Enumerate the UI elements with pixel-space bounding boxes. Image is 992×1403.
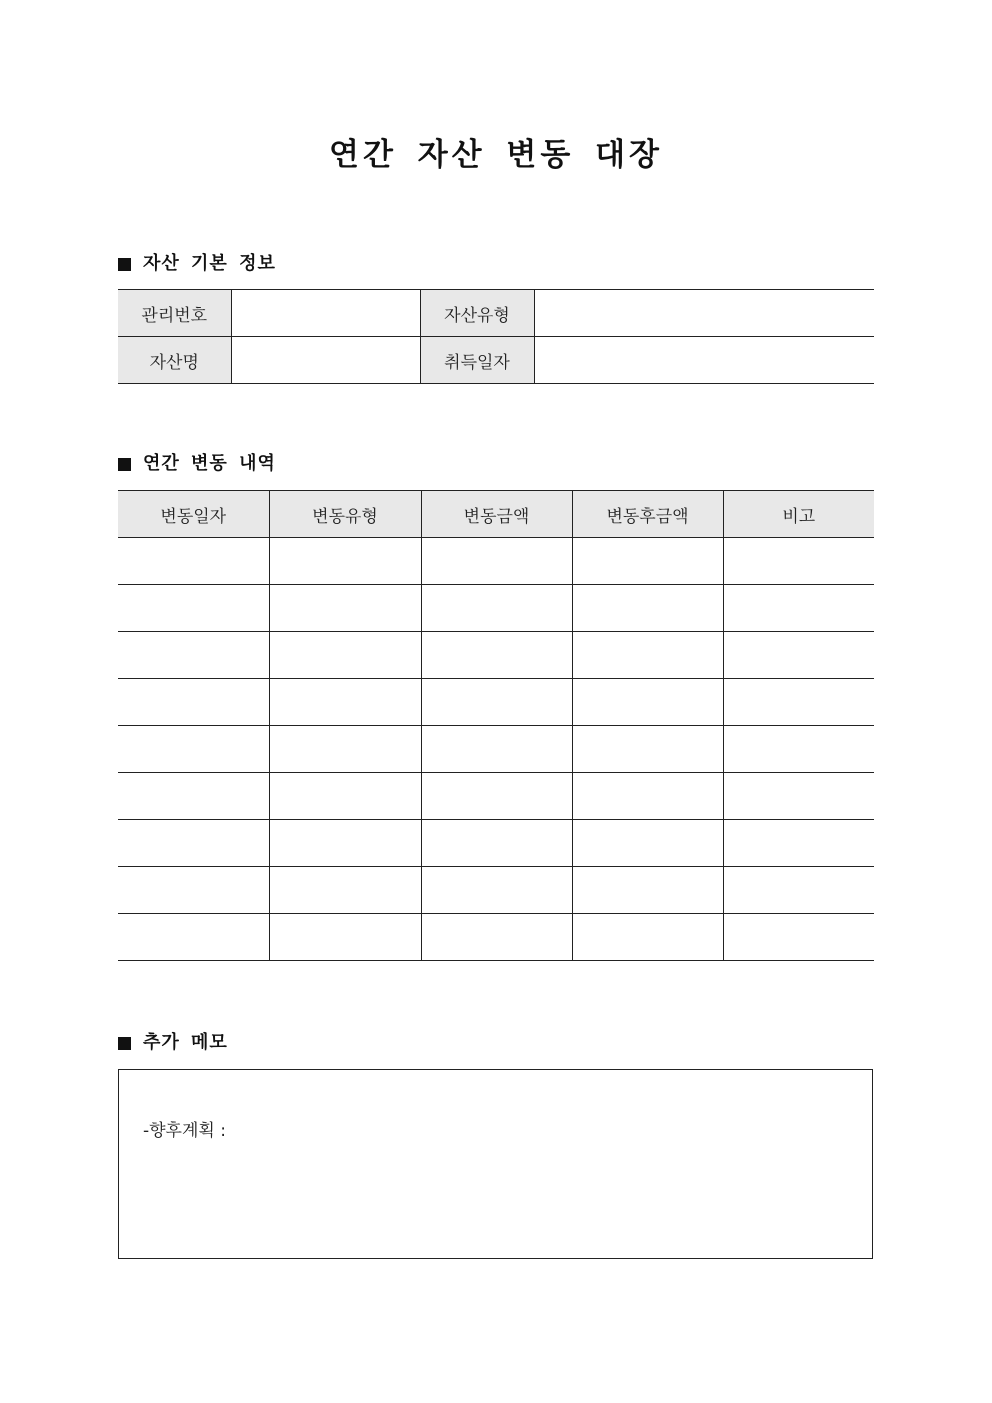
page-title: 연간 자산 변동 대장 — [329, 137, 663, 173]
table-cell[interactable] — [723, 679, 874, 726]
table-row — [118, 290, 874, 337]
section-heading-history — [118, 452, 276, 476]
table-cell[interactable] — [572, 538, 723, 585]
table-row — [118, 538, 874, 585]
section-heading-label: 자산 기본 정보 — [143, 253, 276, 274]
table-cell[interactable] — [269, 632, 421, 679]
table-row — [118, 867, 874, 914]
table-cell[interactable] — [269, 867, 421, 914]
table-cell[interactable] — [118, 632, 269, 679]
column-header-amount-after: 변동후금액 — [572, 491, 723, 538]
section-heading-label: 연간 변동 내역 — [143, 453, 276, 474]
table-cell[interactable] — [118, 867, 269, 914]
table-row — [118, 773, 874, 820]
table-cell[interactable] — [421, 538, 572, 585]
asset-name-field[interactable] — [231, 337, 420, 384]
table-row — [118, 914, 874, 961]
table-cell[interactable] — [118, 726, 269, 773]
table-cell[interactable] — [118, 820, 269, 867]
table-cell[interactable] — [421, 726, 572, 773]
section-heading-basic-info — [118, 252, 276, 276]
table-row — [118, 726, 874, 773]
column-header-change-type: 변동유형 — [269, 491, 421, 538]
square-bullet-icon — [118, 258, 131, 271]
table-cell[interactable] — [421, 773, 572, 820]
table-cell[interactable] — [723, 867, 874, 914]
table-header-row — [118, 491, 874, 538]
label-cell-asset-name: 자산명 — [118, 337, 231, 384]
management-number-field[interactable] — [231, 290, 420, 337]
table-cell[interactable] — [421, 585, 572, 632]
table-row — [118, 585, 874, 632]
table-row — [118, 679, 874, 726]
table-cell[interactable] — [723, 773, 874, 820]
table-cell[interactable] — [269, 773, 421, 820]
table-cell[interactable] — [118, 914, 269, 961]
table-cell[interactable] — [572, 914, 723, 961]
label-cell-acquisition-date: 취득일자 — [420, 337, 534, 384]
table-cell[interactable] — [118, 679, 269, 726]
table-cell[interactable] — [572, 867, 723, 914]
acquisition-date-field[interactable] — [534, 337, 874, 384]
table-cell[interactable] — [421, 820, 572, 867]
table-cell[interactable] — [269, 820, 421, 867]
memo-future-plan-line: -향후계획 : — [143, 1121, 226, 1141]
label-cell-asset-type: 자산유형 — [420, 290, 534, 337]
table-cell[interactable] — [572, 773, 723, 820]
memo-box[interactable] — [118, 1069, 873, 1259]
table-cell[interactable] — [269, 914, 421, 961]
column-header-change-amount: 변동금액 — [421, 491, 572, 538]
history-table — [118, 490, 874, 961]
table-cell[interactable] — [269, 679, 421, 726]
table-cell[interactable] — [421, 632, 572, 679]
basic-info-table — [118, 289, 874, 384]
table-cell[interactable] — [723, 820, 874, 867]
table-cell[interactable] — [118, 538, 269, 585]
table-cell[interactable] — [421, 679, 572, 726]
table-row — [118, 632, 874, 679]
table-cell[interactable] — [723, 585, 874, 632]
label-cell-management-number: 관리번호 — [118, 290, 231, 337]
table-cell[interactable] — [572, 820, 723, 867]
column-header-remarks: 비고 — [723, 491, 874, 538]
table-cell[interactable] — [572, 632, 723, 679]
square-bullet-icon — [118, 1037, 131, 1050]
square-bullet-icon — [118, 458, 131, 471]
section-heading-label: 추가 메모 — [143, 1032, 228, 1053]
table-row — [118, 820, 874, 867]
table-cell[interactable] — [572, 679, 723, 726]
table-cell[interactable] — [723, 726, 874, 773]
table-cell[interactable] — [421, 914, 572, 961]
table-cell[interactable] — [118, 773, 269, 820]
table-cell[interactable] — [572, 726, 723, 773]
table-cell[interactable] — [723, 914, 874, 961]
table-cell[interactable] — [723, 538, 874, 585]
table-cell[interactable] — [269, 726, 421, 773]
table-cell[interactable] — [269, 585, 421, 632]
table-cell[interactable] — [421, 867, 572, 914]
table-cell[interactable] — [118, 585, 269, 632]
table-cell[interactable] — [572, 585, 723, 632]
asset-type-field[interactable] — [534, 290, 874, 337]
table-cell[interactable] — [269, 538, 421, 585]
table-cell[interactable] — [723, 632, 874, 679]
section-heading-memo — [118, 1031, 228, 1055]
column-header-change-date: 변동일자 — [118, 491, 269, 538]
table-row — [118, 337, 874, 384]
